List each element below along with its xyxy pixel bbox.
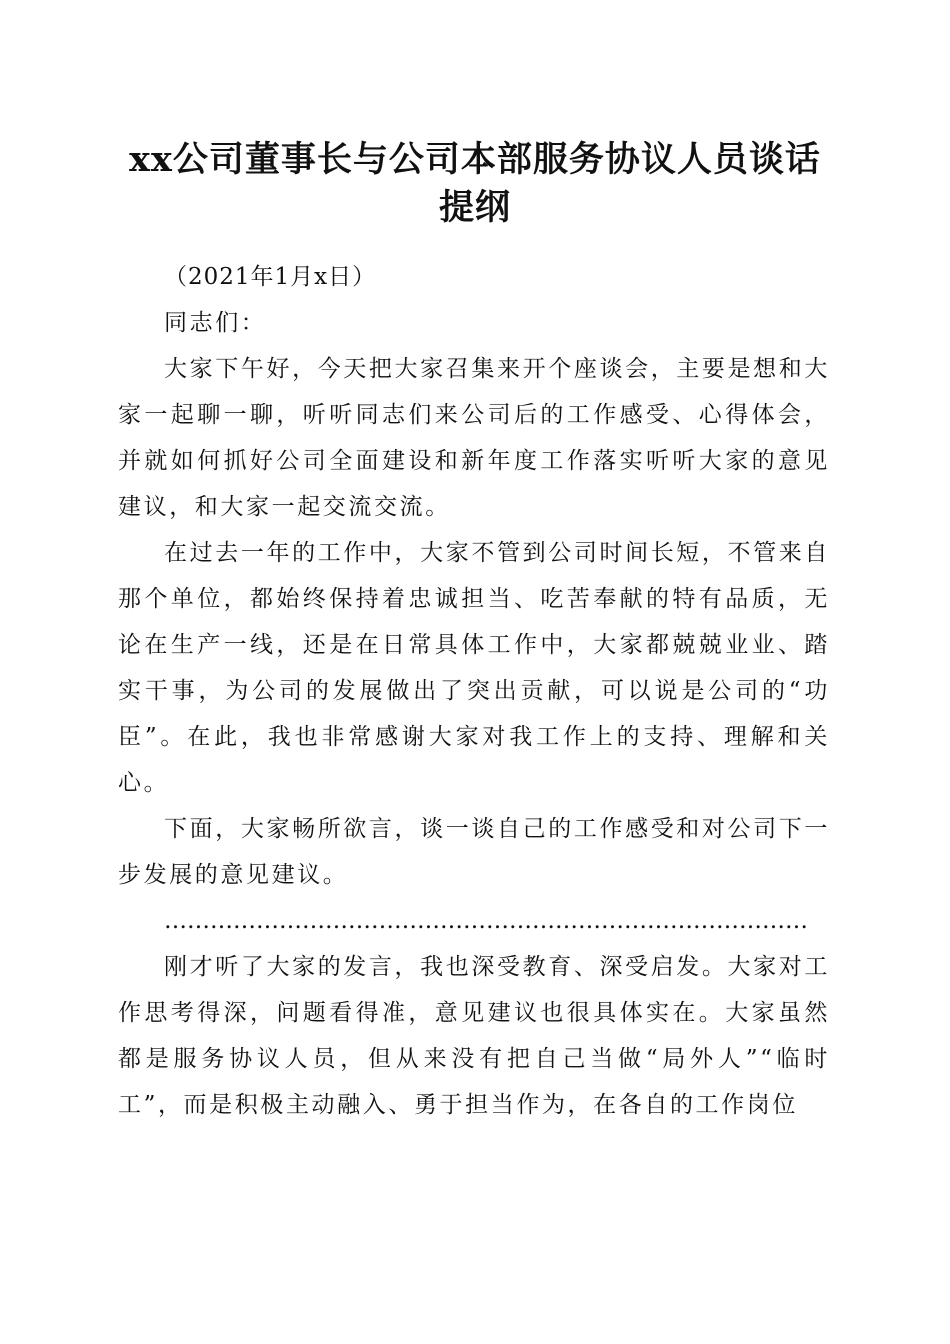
ellipsis-separator: ………………………………………………………………………… <box>164 908 808 934</box>
document-title <box>100 136 850 232</box>
paragraph-2: 在过去一年的工作中，大家不管到公司时间长短，不管来自那个单位，都始终保持着忠诚担当、吃苦奉献的特有品质，无论在生产一线，还是在日常具体工作中，大家都兢兢业业、踏实干事，为公司的发展做出了突出贡献，可以说是公司的“功臣”。在此，我也非常感谢大家对我工作上的支持、理解和关心。 <box>118 540 830 796</box>
title-line-2: 提纲 <box>438 187 511 228</box>
paragraph-3: 下面，大家畅所欲言，谈一谈自己的工作感受和对公司下一步发展的意见建议。 <box>118 816 830 888</box>
title-line-1: xx公司董事长与公司本部服务协议人员谈话 <box>129 139 821 180</box>
salutation: 同志们： <box>164 310 267 336</box>
paragraph-4: 刚才听了大家的发言，我也深受教育、深受启发。大家对工作思考得深，问题看得准，意见建议也很具体实在。大家虽然都是服务协议人员，但从来没有把自己当做“局外人”“临时工”，而是积极主动融入、勇于担当作为，在各自的工作岗位 <box>118 954 830 1118</box>
document-body <box>118 254 830 1128</box>
paragraph-1: 大家下午好，今天把大家召集来开个座谈会，主要是想和大家一起聊一聊，听听同志们来公司后的工作感受、心得体会，并就如何抓好公司全面建设和新年度工作落实听听大家的意见建议，和大家一起交流交流。 <box>118 356 830 520</box>
date-line: （2021年1月x日） <box>164 264 377 290</box>
